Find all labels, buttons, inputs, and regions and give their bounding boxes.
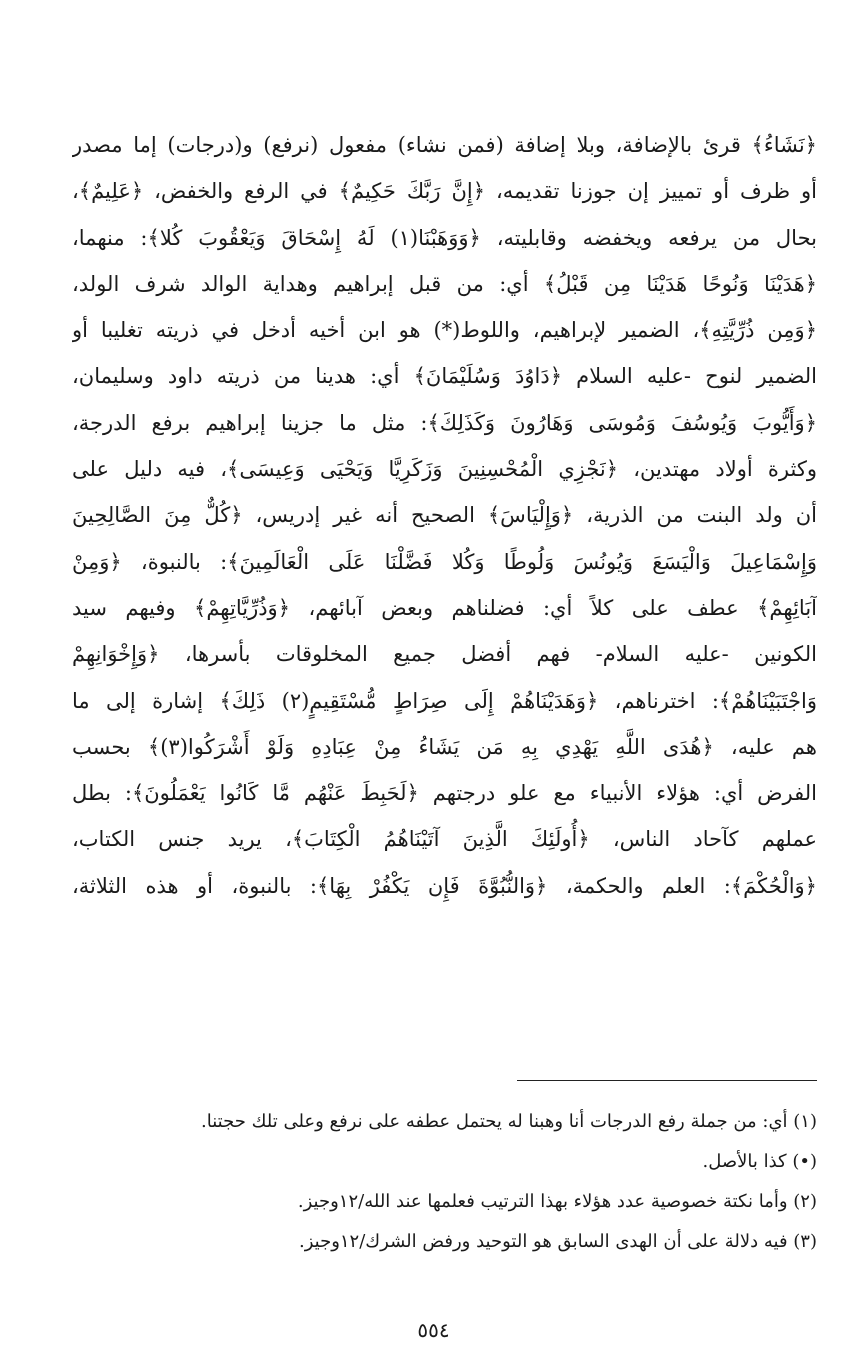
text-line: أن ولد البنت من الذرية، ﴿وَإِلْيَاسَ﴾ الصحيح أنه غير إدريس، ﴿كُلٌّ مِنَ الصَّالِحِينَ bbox=[72, 503, 817, 528]
page-number: ٥٥٤ bbox=[417, 1318, 450, 1342]
text-line: ﴿وَالْحُكْمَ﴾: العلم والحكمة، ﴿وَالنُّبُوَّةَ فَإِن يَكْفُرْ بِهَا﴾: بالنبوة، أو هذه الثلاثة، bbox=[72, 873, 817, 898]
text-line: الفرض أي: هؤلاء الأنبياء مع علو درجتهم ﴿لَحَبِطَ عَنْهُم مَّا كَانُوا يَعْمَلُونَ﴾: بطل bbox=[72, 781, 817, 806]
text-line: ﴿نَشَاءُ﴾ قرئ بالإضافة، وبلا إضافة (فمن نشاء) مفعول (نرفع) و(درجات) إما مصدر bbox=[72, 133, 817, 157]
footnote-divider bbox=[517, 1080, 817, 1081]
text-line: ﴿هَدَيْنَا وَنُوحًا هَدَيْنَا مِن قَبْلُ﴾ أي: من قبل إبراهيم وهداية الوالد شرف الولد، bbox=[72, 271, 817, 296]
text-line: الكونين -عليه السلام- فهم أفضل جميع المخلوقات بأسرها، ﴿وَإِخْوَانِهِمْ bbox=[72, 642, 817, 667]
text-line: ﴿وَأَيُّوبَ وَيُوسُفَ وَمُوسَى وَهَارُونَ وَكَذَلِكَ﴾: مثل ما جزينا إبراهيم برفع الدرجة، bbox=[72, 410, 817, 435]
text-line: بحال من يرفعه ويخفضه وقابليته، ﴿وَوَهَبْنَا(١) لَهُ إِسْحَاقَ وَيَعْقُوبَ كُلا﴾: منهما، bbox=[72, 225, 817, 250]
text-line: الضمير لنوح -عليه السلام ﴿دَاوُدَ وَسُلَيْمَانَ﴾ أي: هدينا من ذريته داود وسليمان، bbox=[72, 364, 817, 389]
text-line: وَاجْتَبَيْنَاهُمْ﴾: اخترناهم، ﴿وَهَدَيْنَاهُمْ إِلَى صِرَاطٍ مُّسْتَقِيمٍ(٢) ذَلِكَ﴾ إشارة إلى ما bbox=[72, 688, 817, 713]
text-line: أو ظرف أو تمييز إن جوزنا تقديمه، ﴿إِنَّ رَبَّكَ حَكِيمٌ﴾ في الرفع والخفض، ﴿عَلِيمٌ﴾، bbox=[72, 179, 817, 204]
footnotes-block bbox=[72, 1102, 817, 1262]
footnote: (٣) فيه دلالة على أن الهدى السابق هو التوحيد ورفض الشرك/١٢وجيز. bbox=[298, 1231, 817, 1252]
footnote: (•) كذا بالأصل. bbox=[702, 1151, 817, 1172]
footnote: (٢) وأما نكتة خصوصية عدد هؤلاء بهذا الترتيب فعلمها عند الله/١٢وجيز. bbox=[297, 1191, 817, 1212]
text-line: هم عليه، ﴿هُدَى اللَّهِ يَهْدِي بِهِ مَن يَشَاءُ مِنْ عِبَادِهِ وَلَوْ أَشْرَكُوا(٣)﴾ بحسب bbox=[72, 734, 817, 759]
text-line: وَإِسْمَاعِيلَ وَالْيَسَعَ وَيُونُسَ وَلُوطًا وَكُلا فَضَّلْنَا عَلَى الْعَالَمِينَ﴾: بالنبوة، ﴿وَمِنْ bbox=[72, 549, 817, 574]
text-line: عملهم كآحاد الناس، ﴿أُولَئِكَ الَّذِينَ آتَيْنَاهُمُ الْكِتَابَ﴾، يريد جنس الكتاب، bbox=[72, 827, 817, 852]
text-line: آبَائِهِمْ﴾ عطف على كلاً أي: فضلناهم وبعض آبائهم، ﴿وَذُرِّيَّاتِهِمْ﴾ وفيهم سيد bbox=[72, 595, 817, 620]
footnote: (١) أي: من جملة رفع الدرجات أنا وهبنا له يحتمل عطفه على نرفع وعلى تلك حجتنا. bbox=[201, 1111, 817, 1132]
main-text-block bbox=[72, 122, 817, 909]
text-line: ﴿وَمِن ذُرِّيَّتِهِ﴾، الضمير لإبراهيم، واللوط(*) هو ابن أخيه أدخل في ذريته تغليبا أو bbox=[72, 318, 817, 343]
text-line: وكثرة أولاد مهتدين، ﴿نَجْزِي الْمُحْسِنِينَ وَزَكَرِيَّا وَيَحْيَى وَعِيسَى﴾، فيه دليل على bbox=[72, 457, 817, 482]
